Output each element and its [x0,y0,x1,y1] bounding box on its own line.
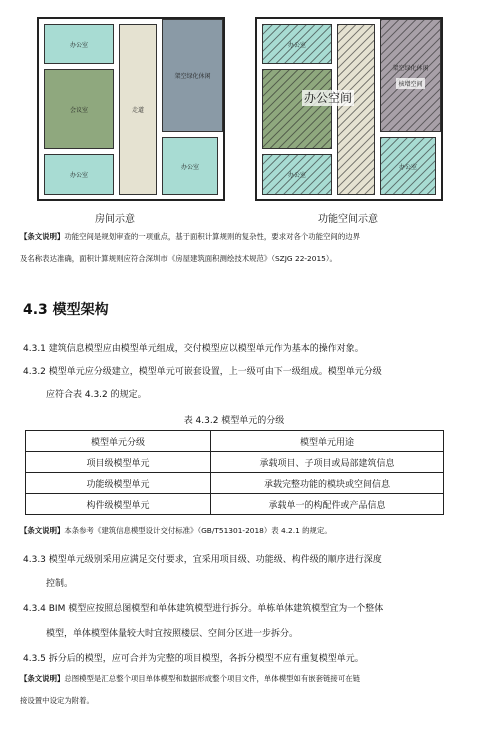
clause-4-3-1: 4.3.1 建筑信息模型应由模型单元组成，交付模型应以模型单元作为基本的操作对象。 [23,344,364,354]
space-office-right [380,137,436,195]
table-cell: 功能级模型单元 [26,473,211,494]
space-office-top [262,24,332,64]
note-text: 本条参考《建筑信息模型设计交付标准》（GB/T51301-2018）表 4.2.1 的规定。 [64,526,332,535]
table-header-row [26,431,444,452]
space-meeting [262,69,332,149]
note-text: 接设置中设定为附着。 [20,696,94,705]
room-label: 办公室 [69,172,88,179]
table-cell: 项目级模型单元 [26,452,211,473]
figure-right-caption: 功能空间示意 [318,214,378,225]
note-text: 及名称表达准确，面积计算规则应符合深圳市《房屋建筑面积测绘技术规范》（SZJG 22-2015）。 [20,254,337,263]
room-plan-figure [37,17,225,201]
table-row [26,494,444,515]
note-text: 总图模型是汇总整个项目单体模型和数据形成整个项目文件，单体模型如有嵌套链接可在链 [64,674,360,683]
room-office-top [44,24,114,64]
ghost-label: 办公室 [398,163,417,171]
note-tag: 【条文说明】 [20,232,65,241]
office-space-label: 办公空间 [304,91,353,105]
note-tag: 【条文说明】 [20,674,65,683]
figure-left-caption: 房间示意 [95,214,135,225]
function-space-figure [255,17,443,201]
space-corridor [337,24,375,195]
room-office-bottom [44,154,114,195]
room-label: 架空绿化休闲 [174,73,211,80]
space-office-bottom [262,154,332,195]
clause-4-3-2-cont: 应符合表 4.3.2 的规定。 [46,390,147,400]
table-cell: 承载项目、子项目或局部建筑信息 [211,452,444,473]
clause-note-1 [20,226,475,270]
clause-4-3-4: 4.3.4 BIM 模型应按照总图模型和单体建筑模型进行拆分。单栋单体建筑模型宜为一个整体 [23,604,384,614]
clause-4-3-3: 4.3.3 模型单元级别采用应满足交付要求，宜采用项目级、功能级、构件级的顺序进行深度 [23,555,382,565]
clause-4-3-4-cont: 模型，单体模型体量较大时宜按照楼层、空间分区进一步拆分。 [46,629,299,639]
clause-4-3-3-cont: 控制。 [46,579,74,589]
space-core [380,19,441,132]
section-heading: 4.3 模型架构 [23,302,109,318]
table-cell: 构件级模型单元 [26,494,211,515]
ghost-label: 办公室 [287,41,306,49]
model-unit-table [25,430,444,515]
table-title: 表 4.3.2 模型单元的分级 [183,416,285,426]
table-header-cell: 模型单元分级 [26,431,211,452]
table-cell: 承载单一的构配件或产品信息 [211,494,444,515]
note-text: 功能空间是规划审查的一项重点，基于面积计算规则的复杂性，要求对各个功能空间的边界 [64,232,360,241]
room-label: 会议室 [69,106,88,114]
core-space-label: 核增空间 [396,78,424,89]
clause-note-2 [20,520,475,542]
room-meeting [44,69,114,149]
room-corridor [119,24,157,195]
clause-4-3-5: 4.3.5 拆分后的模型，应可合并为完整的项目模型，各拆分模型不应有重复模型单元。 [23,654,364,664]
ghost-label: 架空绿化休闲 [392,64,429,72]
table-header-cell: 模型单元用途 [211,431,444,452]
room-label: 办公室 [69,41,88,49]
clause-4-3-2: 4.3.2 模型单元应分级建立，模型单元可嵌套设置，上一级可由下一级组成。模型单元分级 [23,367,382,377]
table-cell: 承载完整功能的模块或空间信息 [211,473,444,494]
room-office-right [162,137,218,195]
clause-note-3 [20,668,475,712]
room-label: 办公室 [180,163,199,171]
room-lounge [162,19,223,132]
note-tag: 【条文说明】 [20,526,65,535]
table-row [26,452,444,473]
table-row [26,473,444,494]
room-label: 走道 [131,107,144,114]
ghost-label: 办公室 [287,172,306,179]
